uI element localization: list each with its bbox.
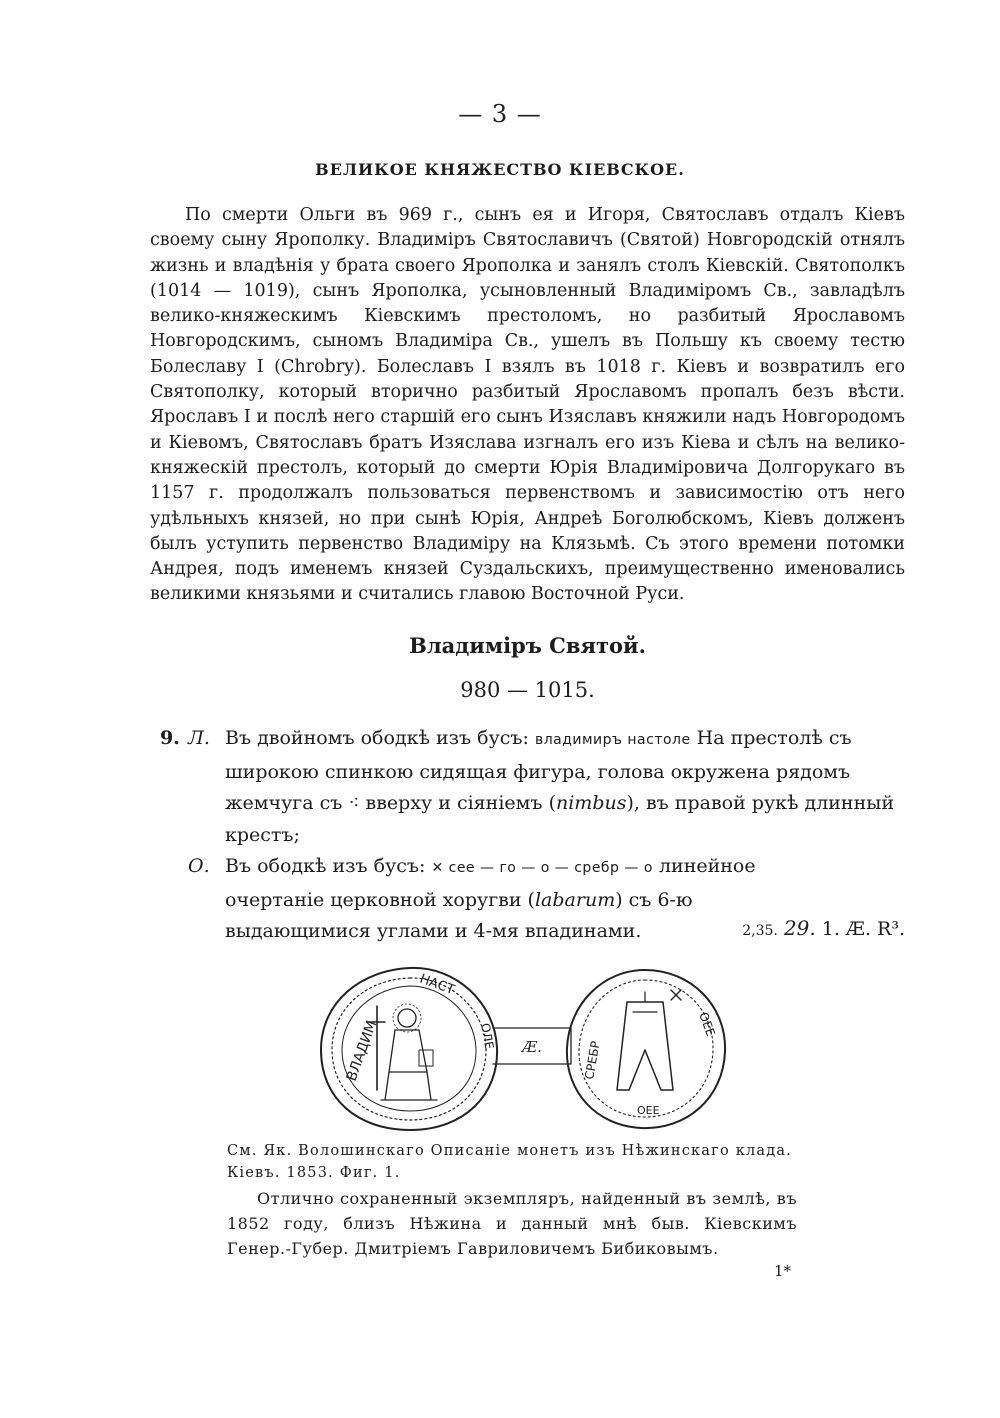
obverse-coin-drawing [321,968,497,1130]
provenance-note [227,1186,797,1261]
note-text: Отлично сохраненный экземпляръ, найденный въ землѣ, въ 1852 году, близъ Нѣжина и данный мнѣ быв. Кіевскимъ Генер.-Губер. Дмитріемъ Гавриловичемъ Бибиковымъ. [227,1189,797,1258]
catalog-entry [160,723,905,948]
coin-illustration [315,962,735,1134]
caption-line-2: Кіевъ. 1853. Фиг. 1. [227,1165,401,1181]
obverse-description [160,723,905,851]
catalog-reference [742,913,905,948]
ruler-years: 980 — 1015. [460,678,595,702]
svg-text:ВЛАДИМ: ВЛАДИМ [343,1018,381,1084]
svg-text:ОЕЕ: ОЕЕ [637,1104,660,1117]
reverse-description [160,851,905,948]
reverse-desc-2: ) съ 6-ю выдающимися углами и 4-мя впадинами. [225,888,693,942]
svg-text:ОЛЕ: ОЛЕ [478,1022,497,1051]
obverse-label: Л. [188,727,210,749]
obverse-desc-1: На престолѣ съ широкою спинкою сидящая фигура, голова окружена рядомъ жемчуга съ [225,727,852,814]
reverse-intro: Въ ободкѣ изъ бусъ: [225,855,426,877]
figure-inset-label: Æ. [522,1038,542,1056]
reverse-legend: ✕ сее — го — о — сребр — о [431,860,653,876]
intro-text: По смерти Ольги въ 969 г., сынъ ея и Игоря, Святославъ отдалъ Кіевъ своему сыну Ярополку. Владиміръ Святославичъ (Святой) Новгородскій отнялъ жизнь и владѣнія у брата своего Ярополка и занялъ столъ Кіевскій. Святополкъ (1014 — 1019), сынъ Ярополка, усыновленный Владиміромъ Св., завладѣлъ велико-княжескимъ Кіевскимъ престоломъ, но разбитый Ярославомъ Новгородскимъ, сыномъ Владиміра Св., ушелъ въ Польшу къ своему тестю Болеславу I (Chrobry). Болеславъ I взялъ въ 1018 г. Кіевъ и возвратилъ его Святополку, который вторично разбитый Ярославомъ пропалъ безъ вѣсти. Ярославъ I и послѣ него старшій его сынъ Изяславъ княжили надъ Новгородомъ и Кіевомъ, Святославъ братъ Изяслава изгналъ его изъ Кіева и сѣлъ на велико-княжескій престолъ, который до смерти Юрія Владиміровича Долгорукаго въ 1157 г. продолжалъ пользоваться первенствомъ и зависимостію отъ него удѣльныхъ князей, но при сынѣ Юрія, Андреѣ Боголюбскомъ, Кіевъ долженъ былъ уступить первенство Владиміру на Клязьмѣ. Съ этого времени потомки Андрея, подъ именемъ князей Суздальскихъ, преимущественно именовались великими князьями и считались главою Восточной Руси. [150,205,905,605]
obverse-intro: Въ двойномъ ободкѣ изъ бусъ: [225,727,529,749]
figure-caption [227,1140,797,1184]
svg-text:СРЕБР: СРЕБР [582,1040,603,1081]
obverse-desc-3: ), въ правой рукѣ длинный крестъ; [225,792,895,846]
reverse-label: О. [188,855,210,877]
nimbus-term: nimbus [555,792,627,814]
page-number: — 3 — [458,100,542,128]
entry-number: 9. [160,727,180,749]
reverse-desc-1: линейное очертаніе церковной хоругви ( [225,855,756,911]
intro-paragraph [150,203,905,608]
coin-weight: 2,35. [742,923,778,939]
reverse-body [225,851,805,948]
svg-text:ОЕЕ: ОЕЕ [696,1010,718,1039]
dots-symbol: ⁖ [348,792,360,814]
reverse-coin-drawing [567,970,725,1128]
caption-line-1: См. Як. Волошинскаго Описаніе монетъ изъ Нѣжинскаго клада. [227,1143,792,1159]
labarum-term: labarum [534,888,616,911]
ruler-title: Владиміръ Святой. [409,633,646,658]
svg-text:НАСТ: НАСТ [417,971,457,998]
signature-mark: 1* [774,1262,792,1280]
section-heading: ВЕЛИКОЕ КНЯЖЕСТВО КІЕВСКОЕ. [315,160,685,179]
obverse-desc-2: вверху и сіяніемъ ( [365,792,556,814]
reference-rest: 1. Æ. R³. [821,918,905,940]
reference-number: 29. [783,916,816,940]
obverse-legend: владимиръ настоле [534,732,691,748]
